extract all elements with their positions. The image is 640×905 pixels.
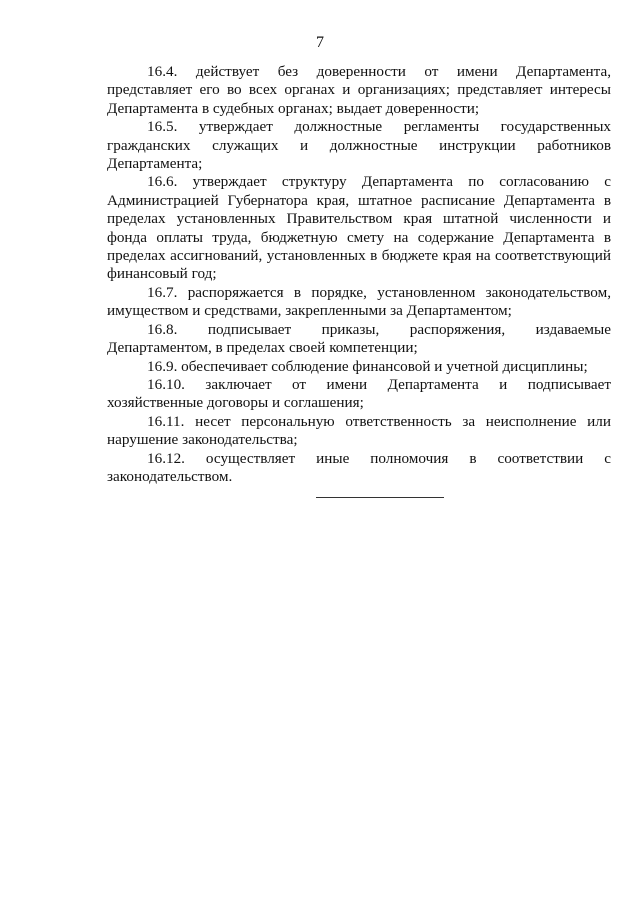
paragraph-16-10: 16.10. заключает от имени Департамента и подписывает хозяйственные договоры и соглашения;	[107, 375, 611, 412]
paragraph-16-4: 16.4. действует без доверенности от имени Департамента, представляет его во всех органах и организациях; представляет интересы Департамента в судебных органах; выдает доверенности;	[107, 63, 611, 117]
paragraph-16-11: 16.11. несет персональную ответственность за неисполнение или нарушение законодательства;	[107, 412, 611, 449]
end-of-document-rule	[316, 497, 444, 498]
paragraph-16-5: 16.5. утверждает должностные регламенты государственных гражданских служащих и должностные инструкции работников Департамента;	[107, 118, 611, 173]
paragraph-16-9: 16.9. обеспечивает соблюдение финансовой и учетной дисциплины;	[147, 357, 588, 375]
document-body	[107, 63, 611, 486]
paragraph-16-7: 16.7. распоряжается в порядке, установленном законодательством, имуществом и средствами, закрепленными за Департаментом;	[107, 283, 611, 320]
page-number: 7	[316, 34, 324, 51]
paragraph-16-12: 16.12. осуществляет иные полномочия в соответствии с законодательством.	[107, 449, 611, 485]
paragraph-16-6: 16.6. утверждает структуру Департамента по согласованию с Администрацией Губернатора края, штатное расписание Департамента в пределах установленных Правительством края штатной численности и фонда оплаты труда, бюджетную смету на содержание Департамента в пределах ассигнований, установленных в бюджете края на соответствующий финансовый год;	[107, 173, 611, 283]
paragraph-16-8: 16.8. подписывает приказы, распоряжения, издаваемые Департаментом, в пределах своей компетенции;	[107, 320, 611, 357]
